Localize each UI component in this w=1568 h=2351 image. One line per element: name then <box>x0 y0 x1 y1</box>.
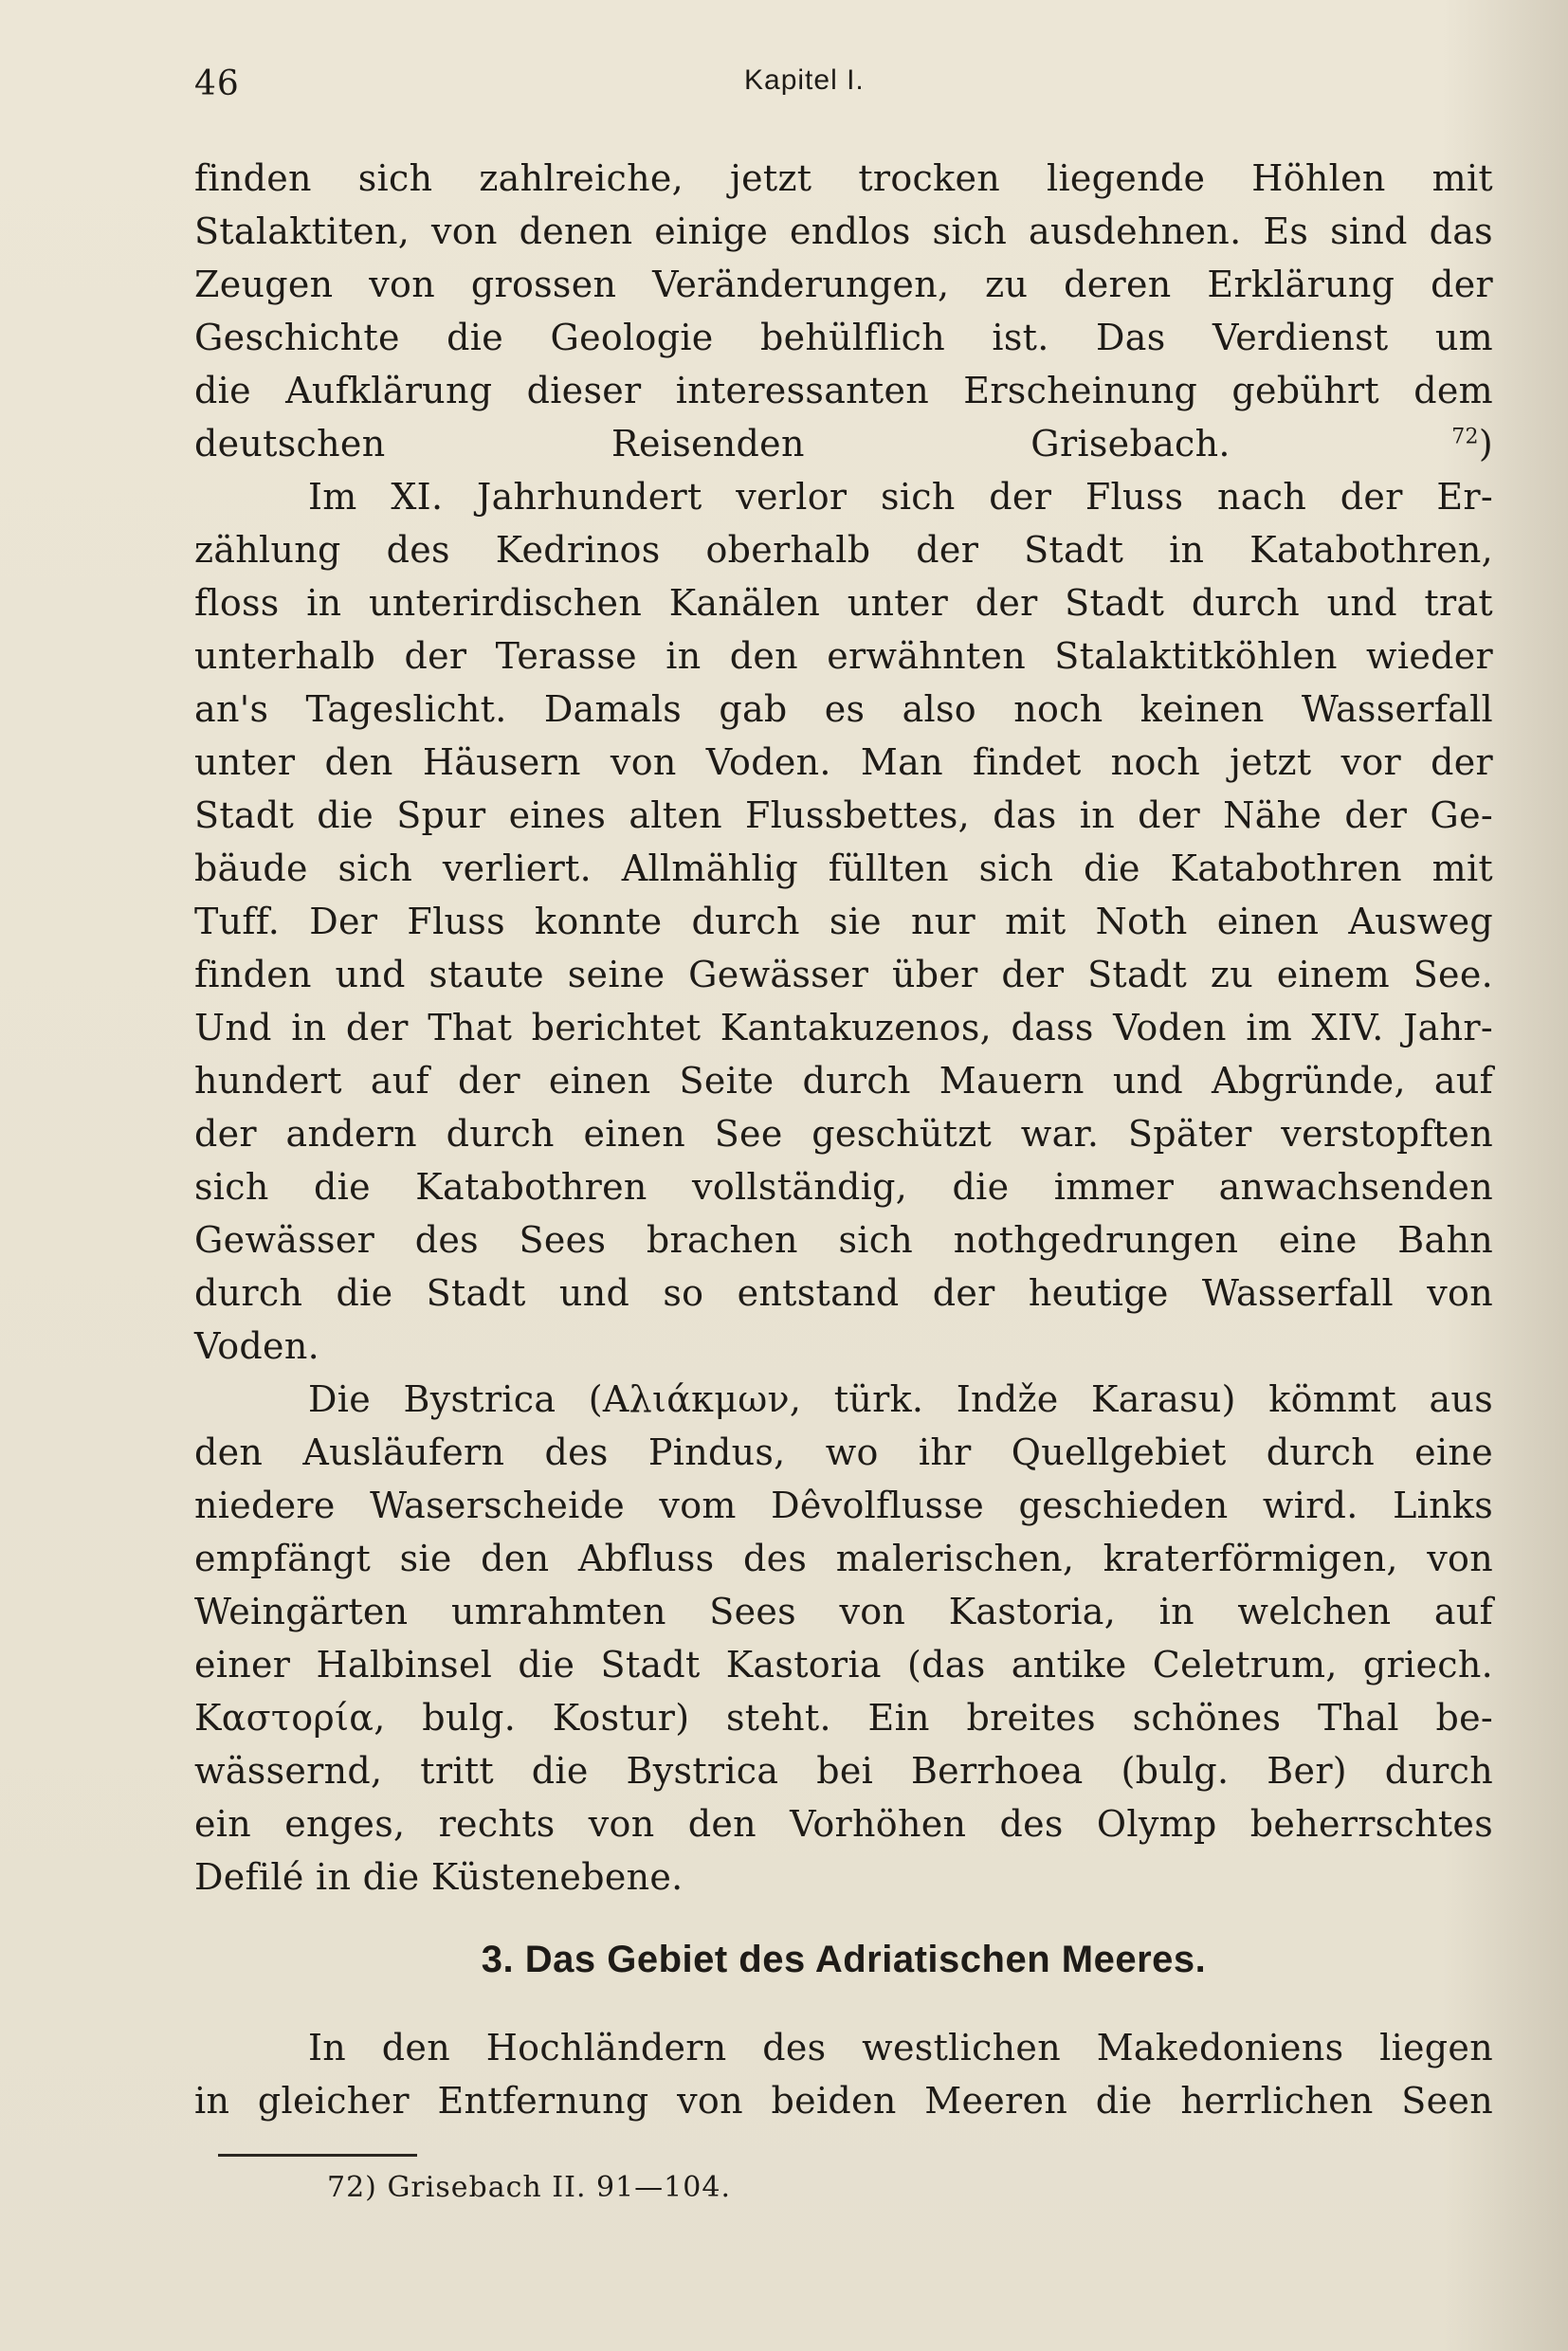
text-line-content: Tuff. Der Fluss konnte durch sie nur mit Noth einen Ausweg <box>194 901 1493 942</box>
footnote-marker: 72) <box>327 2171 377 2204</box>
text-line-content: Καστορία, bulg. Kostur) steht. Ein breites schönes Thal be- <box>194 1697 1493 1739</box>
text-line <box>194 895 1493 948</box>
text-line <box>194 1532 1493 1585</box>
text-line <box>194 789 1493 842</box>
text-line <box>194 417 1493 470</box>
text-line <box>194 1267 1493 1320</box>
text-line-content: Defilé in die Küstenebene. <box>194 1856 684 1898</box>
body-text <box>194 152 1493 1904</box>
text-line-content: sich die Katabothren vollständig, die immer anwachsenden <box>194 1166 1493 1208</box>
text-line <box>194 1320 1493 1373</box>
text-line <box>194 470 1493 523</box>
text-line <box>194 1160 1493 1213</box>
text-line-content: hundert auf der einen Seite durch Mauern und Abgründe, auf <box>194 1060 1493 1102</box>
page-header <box>194 64 1503 114</box>
text-line <box>194 1638 1493 1691</box>
text-line-content: durch die Stadt und so entstand der heutige Wasserfall von <box>194 1272 1493 1314</box>
footnote-text: Grisebach II. 91—104. <box>387 2171 731 2204</box>
text-line <box>194 842 1493 895</box>
text-line-content: zählung des Kedrinos oberhalb der Stadt in Katabothren, <box>194 529 1493 571</box>
text-line-content: unterhalb der Terasse in den erwähnten Stalaktitköhlen wieder <box>194 635 1493 677</box>
footnote <box>327 2171 731 2204</box>
text-line-content: die Aufklärung dieser interessanten Erscheinung gebührt dem <box>194 370 1493 411</box>
text-line <box>194 2021 1493 2074</box>
text-line-content: deutschen Reisenden Grisebach. <box>194 423 1231 465</box>
text-line <box>194 1213 1493 1267</box>
text-line-content: ein enges, rechts von den Vorhöhen des Olymp beherrschtes <box>194 1803 1493 1845</box>
text-line <box>194 2074 1493 2127</box>
text-line <box>194 1691 1493 1744</box>
text-line-content: niedere Waserscheide vom Dêvolflusse geschieden wird. Links <box>194 1485 1493 1526</box>
text-line-content: bäude sich verliert. Allmählig füllten sich die Katabothren mit <box>194 847 1493 889</box>
text-line-content: den Ausläufern des Pindus, wo ihr Quellgebiet durch eine <box>194 1431 1493 1473</box>
text-line-content: der andern durch einen See geschützt war. Später verstopften <box>194 1113 1493 1155</box>
text-line <box>194 948 1493 1001</box>
text-line <box>194 683 1493 736</box>
text-line <box>194 1744 1493 1797</box>
text-line <box>194 736 1493 789</box>
footnote-reference: 72 <box>1230 425 1479 449</box>
text-line-suffix: ) <box>1478 423 1493 465</box>
text-line-content: Die Bystrica (Αλιάκμων, türk. Indže Karasu) kömmt aus <box>308 1378 1493 1420</box>
text-line-content: Stalaktiten, von denen einige endlos sich ausdehnen. Es sind das <box>194 210 1493 252</box>
text-line-content: In den Hochländern des westlichen Makedoniens liegen <box>308 2027 1493 2069</box>
text-line <box>194 1054 1493 1107</box>
text-line <box>194 1850 1493 1904</box>
text-line-content: wässernd, tritt die Bystrica bei Berrhoea (bulg. Ber) durch <box>194 1750 1493 1792</box>
text-line <box>194 152 1493 205</box>
text-line <box>194 523 1493 576</box>
text-line <box>194 629 1493 683</box>
text-line <box>194 311 1493 364</box>
text-line <box>194 258 1493 311</box>
text-line <box>194 364 1493 417</box>
text-line-content: finden sich zahlreiche, jetzt trocken liegende Höhlen mit <box>194 157 1493 199</box>
text-line-content: in gleicher Entfernung von beiden Meeren die herrlichen Seen <box>194 2080 1493 2122</box>
footnote-divider <box>218 2154 417 2157</box>
text-line <box>194 1001 1493 1054</box>
text-line-content: Stadt die Spur eines alten Flussbettes, das in der Nähe der Ge- <box>194 794 1493 836</box>
text-line-content: floss in unterirdischen Kanälen unter der Stadt durch und trat <box>194 582 1493 624</box>
text-line <box>194 1373 1493 1426</box>
section-heading: 3. Das Gebiet des Adriatischen Meeres. <box>481 1939 1207 1980</box>
text-line <box>194 1797 1493 1850</box>
text-line-content: Geschichte die Geologie behülflich ist. Das Verdienst um <box>194 317 1493 358</box>
text-line <box>194 1426 1493 1479</box>
text-line-content: Und in der That berichtet Kantakuzenos, dass Voden im XIV. Jahr- <box>194 1007 1493 1048</box>
text-line-content: unter den Häusern von Voden. Man findet noch jetzt vor der <box>194 741 1493 783</box>
text-line-content: einer Halbinsel die Stadt Kastoria (das antike Celetrum, griech. <box>194 1644 1493 1686</box>
text-line <box>194 205 1493 258</box>
text-line-content: Gewässer des Sees brachen sich nothgedrungen eine Bahn <box>194 1219 1493 1261</box>
text-line <box>194 1585 1493 1638</box>
text-line-content: an's Tageslicht. Damals gab es also noch keinen Wasserfall <box>194 688 1493 730</box>
text-line-content: Voden. <box>194 1325 319 1367</box>
text-line <box>194 576 1493 629</box>
text-line-content: finden und staute seine Gewässer über der Stadt zu einem See. <box>194 954 1493 995</box>
text-line-content: Im XI. Jahrhundert verlor sich der Fluss nach der Er- <box>308 476 1493 518</box>
page-number: 46 <box>194 64 240 103</box>
text-line-content: Zeugen von grossen Veränderungen, zu deren Erklärung der <box>194 264 1493 305</box>
text-line-content: empfängt sie den Abfluss des malerischen, kraterförmigen, von <box>194 1538 1493 1579</box>
running-head: Kapitel I. <box>744 64 865 96</box>
text-line-content: Weingärten umrahmten Sees von Kastoria, in welchen auf <box>194 1591 1493 1632</box>
text-line <box>194 1107 1493 1160</box>
text-line <box>194 1479 1493 1532</box>
section-text <box>194 2021 1493 2127</box>
